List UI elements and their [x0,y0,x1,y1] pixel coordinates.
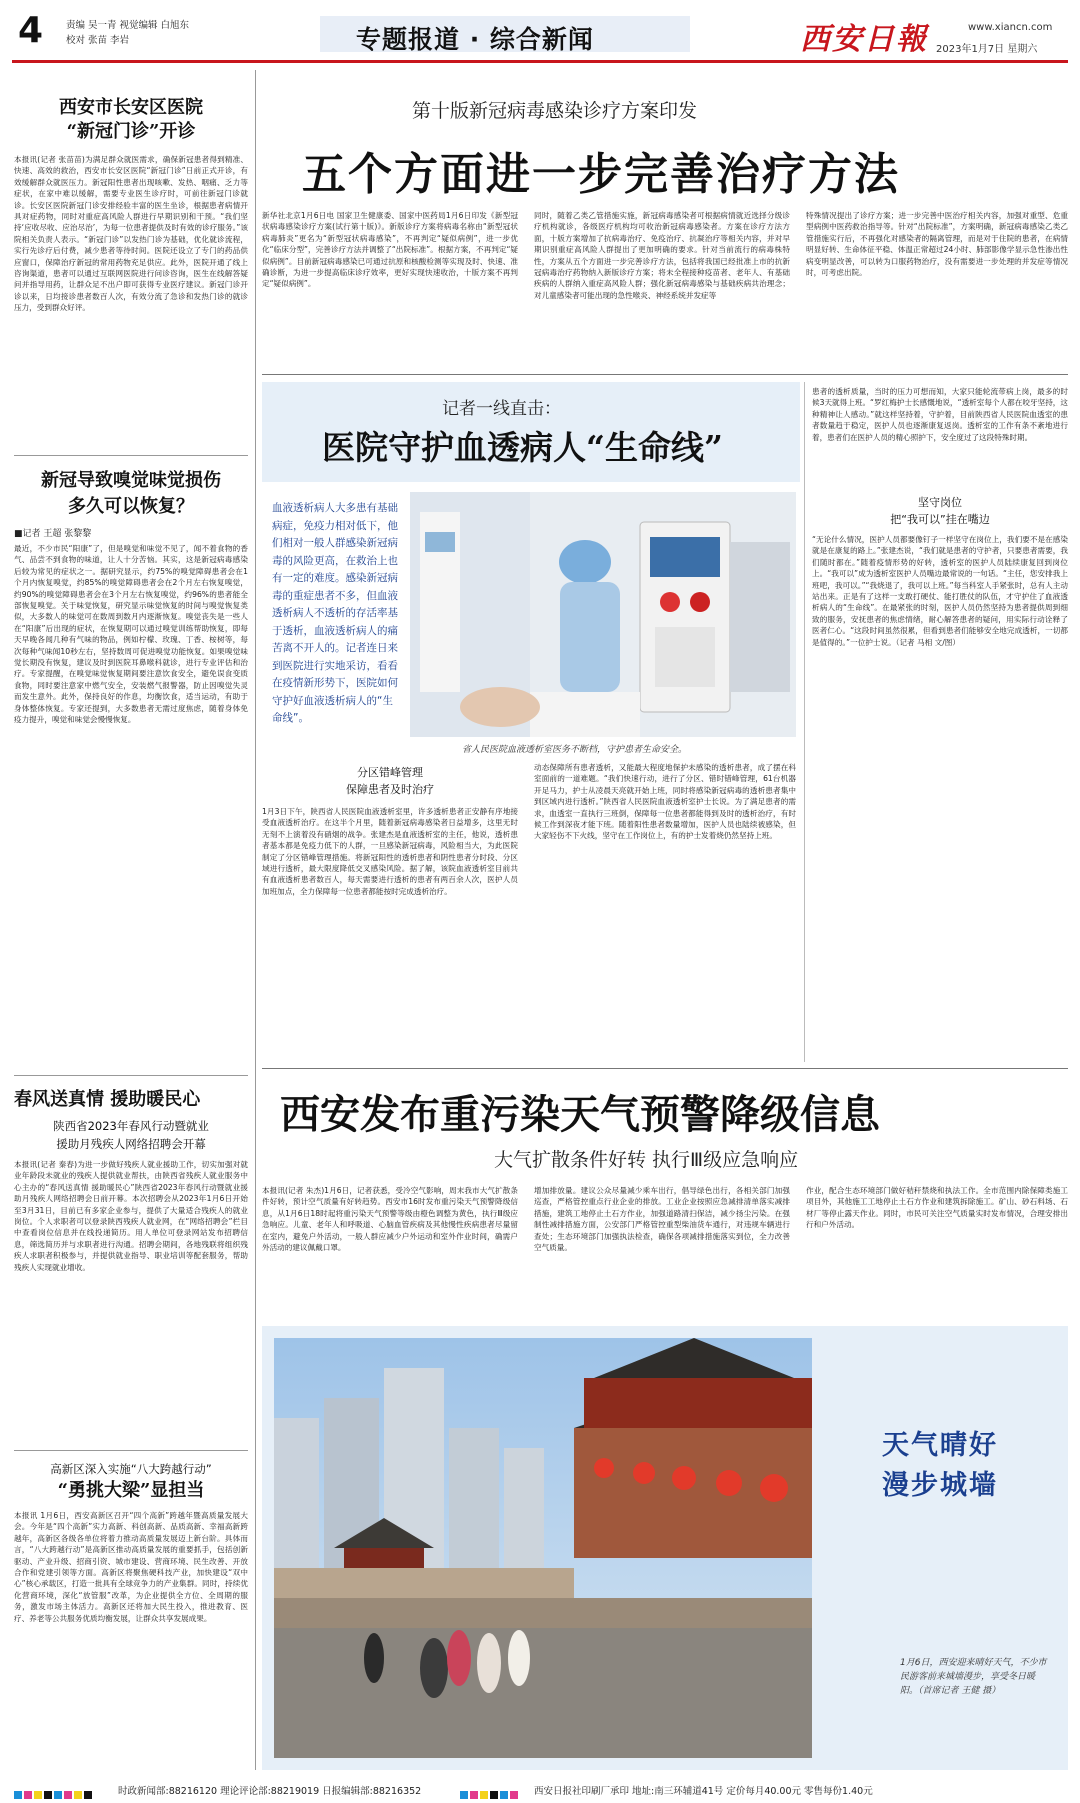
article-spring-breeze [14,1085,248,1449]
subhead-1-line1: 分区错峰管理 [357,766,423,779]
article-title-line1: 新冠导致嗅觉味觉损伤 [41,470,221,491]
article-kicker: 记者一线直击： [442,399,561,419]
article-title [14,1460,248,1504]
divider [262,1068,1068,1069]
article-byline: ■记者 王超 张黎黎 [14,529,92,539]
section-title: 专题报道 · 综合新闻 [356,25,594,54]
editor-credits-line1: 责编 吴一青 视觉编辑 白旭东 [66,20,190,31]
article-subtitle-line1: 陕西省2023年春风行动暨就业 [53,1119,209,1133]
masthead-logo: 西安日報 [800,22,928,57]
page-number: 4 [18,10,44,51]
left-column-divider [255,70,256,1770]
photo-feature-city-wall [262,1326,1068,1770]
article-title-line1: 高新区深入实施“八大跨越行动” [50,1462,212,1476]
article-title-line2: “新冠门诊”开诊 [66,121,196,142]
article-body-col2: 同时，随着乙类乙管措施实施，新冠病毒感染者可根据病情就近选择分级诊疗机构就诊，各级医疗机构均可收治新冠病毒感染者。方案在诊疗方法方面，十版方案增加了抗病毒治疗、免疫治疗、抗凝治疗等相关内容，并对早期识别重症高风险人群提出了更加明确的要求。针对当前流行的病毒株特性，方案从五个方面进一步完善诊疗方法，包括将我国已经批准上市的抗新冠病毒治疗药物纳入新版诊疗方案；将未全程接种疫苗者、老年人、有基础疾病的人群纳入重症高风险人群；强化新冠病毒感染与基础疾病共治理念；对儿童感染者可能出现的急性喉炎、神经系统并发症等 [534,211,790,300]
article-top-covid-plan [262,70,1068,370]
article-title [14,468,248,520]
article-changan-clinic [14,96,248,429]
lead-paragraph: 血液透析病人大多患有基础病症，免疫力相对低下，他们相对一般人群感染新冠病毒的风险更高，在救治上也有一定的难度。感染新冠病毒的重症患者不多，但血液透析病人不透析的存活率基于透析，血液透析病人的痛苦离不开人的。记者连日来到医院进行实地采访，看看在疫情新形势下，医院如何守护好血液透析病人的“生命线”。 [272,502,398,724]
article-headline: 五个方面进一步完善治疗方法 [302,149,900,200]
article-headline: 医院守护血透病人“生命线” [322,428,723,467]
article-dialysis [262,382,1068,1062]
color-registration-bar-mid [460,1784,520,1803]
article-body-col3b: “无论什么情况，医护人员都要像钉子一样坚守在岗位上，我们要不是在感染就是在康复的路上。”张建杰说，“我们就是患者的守护者，只要患者需要，我们随时都在。”随着疫情形势的好转，透析室的医护人员陆续康复回到岗位上。“我可以”成为透析室医护人员嘴边最常说的一句话。“主任，您安排我上班吧，我可以。”“我烧退了，我可以上班。”每当科室人手紧张时，总有人主动站出来。正是有了这样一支敢打硬仗、能打胜仗的队伍，才守护住了血液透析病人的“生命线”。在最紧张的时刻，医护人员仍然坚持为患者提供周到细致的服务，安抚患者的焦虑情绪，耐心解答患者的疑问，用实际行动诠释了医者仁心。“这段时间虽然很累，但看到患者们能够安全地完成透析，一切都是值得的。”一位护士说。（记者 马相 文/图） [812,535,1068,647]
divider [14,1450,248,1451]
article-body-col1: 本报讯(记者 朱杰)1月6日，记者获悉，受冷空气影响，周末我市大气扩散条件好转，预计空气质量有好转趋势。西安市16时发布重污染天气预警降级信息，从1月6日18时起将重污染天气预警等级由橙色调整为黄色，执行Ⅲ级应急响应。儿童、老年人和呼吸道、心脑血管疾病及其他慢性疾病患者尽量留在室内，避免户外活动，一般人群应减少户外运动和室外作业时间，确需户外活动的建议佩戴口罩。 [262,1186,518,1253]
subhead-1-line2: 保障患者及时治疗 [346,783,434,796]
article-smell-taste [14,468,248,1063]
article-body: 本报讯(记者 秦春)为进一步做好残疾人就业援助工作，切实加强对就业年龄段未就业的残疾人提供就业帮扶，由陕西省残疾人就业服务中心主办的“春风送真情 援助暖民心”陕西省2023年春风行动暨就业援助月残疾人网络招聘会日前开幕。本次招聘会从2023年1月6日开始至3月31日，目前已有多家企业参与，提供了大量适合残疾人的就业岗位。个人求职者可以登录陕西残疾人就业网，在“网络招聘会”栏目中查看岗位信息并在线投递简历。用人单位可登录网站发布招聘信息，筛选简历并与求职者进行沟通。招聘会期间，各地残联将组织残疾人求职者积极参与，并提供就业指导、职业培训等配套服务，帮助残疾人实现就业增收。 [14,1160,248,1272]
divider [262,374,1068,375]
article-body-col1: 1月3日下午，陕西省人民医院血液透析室里，许多透析患者正安静有序地接受血液透析治疗。在这半个月里，随着新冠病毒感染者日益增多，这里无时无刻不上演着没有硝烟的战争。张建杰是血液透析室的主任，他说，透析患者基本都是免疫力低下的人群，一旦感染新冠病毒，风险相当大，为此医院制定了分区错峰管理措施。将新冠阳性的透析患者和阴性患者分时段、分区域进行透析，最大限度降低交叉感染风险。据了解，该院血液透析室目前共有血液透析患者数百人，每天需要进行透析的患者有两百余人次，医护人员加班加点，全力保障每一位患者都能按时完成透析治疗。 [262,807,518,896]
issue-date: 2023年1月7日 星期六 [936,44,1038,55]
photo-caption: 省人民医院血液透析室医务不断档，守护患者生命安全。 [462,745,688,755]
article-body-col2: 增加排放量。建议公众尽量减少乘车出行，倡导绿色出行，各相关部门加强巡查，严格管控重点行业企业的排放。工业企业按照应急减排清单落实减排措施，建筑工地停止土石方作业，加强道路清扫保洁，减少扬尘污染。在强制性减排措施方面，公安部门严格管控重型柴油货车通行，对违规车辆进行查处；生态环境部门加强执法检查，确保各项减排措施落实到位，全力改善空气质量。 [534,1186,790,1253]
footer-contacts: 时政新闻部:88216120 理论评论部:88219019 日报编辑部:88216352 [118,1786,422,1797]
photo-title [882,1426,998,1506]
editor-credits [66,18,189,48]
subhead-2-line2: 把“我可以”挂在嘴边 [890,513,990,526]
article-body-col2: 动态保障所有患者透析，又能最大程度地保护未感染的透析患者，成了摆在科室面前的一道难题。“我们快速行动，进行了分区、错时错峰管理，61台机器开足马力，护士从凌晨天亮就开始上班，同时将感染新冠病毒的透析患者集中到区域内进行透析。”陕西省人民医院血液透析室护士长说。为了满足患者的需求，血透室一直执行三班倒，保障每一位患者都能得到及时的透析治疗，有时候工作到深夜才能下班。随着阳性患者数量增加，医护人员也陆续被感染，但大家轻伤不下火线，坚守在工作岗位上，有的护士发着烧仍然坚持上班。 [534,763,796,841]
city-wall-photo-illustration [274,1338,812,1758]
divider [14,1075,248,1076]
article-body-col1: 新华社北京1月6日电 国家卫生健康委、国家中医药局1月6日印发《新型冠状病毒感染诊疗方案(试行第十版)》。新版诊疗方案将病毒名称由“新型冠状病毒肺炎”更名为“新型冠状病毒感染”，不再判定“疑似病例”，进一步优化“临床分型”，完善诊疗方法并调整了“出院标准”。根据方案，不再判定“疑似病例”。目前新冠病毒感染已可通过抗原和核酸检测等实现及时、快速、准确诊断，为进一步提高临床诊疗效率，更好实现快速收治，十版方案不再判定“疑似病例”。 [262,211,518,289]
dialysis-photo-illustration [410,492,796,737]
photo-title-line2: 漫步城墙 [882,1470,998,1501]
article-subtitle [14,1117,248,1153]
article-title-line1: 西安市长安区医院 [59,97,203,118]
subhead-1 [262,764,518,798]
article-title: 春风送真情 援助暖民心 [14,1089,201,1110]
article-body-col3: 患者的透析质量，当时的压力可想而知，大家只能轮流带病上岗，最多的时候3天就得上班。“罗红梅护士长感慨地说，“透析室每个人都在咬牙坚持，这种精神让人感动。”就这样坚持着，守护着，目前陕西省人民医院血透室的患者数量趋于稳定，医护人员也逐渐康复返岗。透析室的工作有条不紊地进行着，患者们在医护人员的精心照护下，安全度过了这段特殊时期。 [812,387,1068,442]
article-kicker: 第十版新冠病毒感染诊疗方案印发 [412,100,698,122]
article-body-col3: 作业，配合生态环境部门做好秸秆禁烧和执法工作。全市范围内除保障类施工项目外，其他施工工地停止土石方作业和建筑拆除施工。矿山、砂石料场、石材厂等停止露天作业。同时，市民可关注空气质量实时发布情况，合理安排出行和户外活动。 [806,1186,1068,1230]
city-wall-photo [274,1338,812,1758]
subhead-2-line1: 坚守岗位 [918,496,962,509]
article-subtitle-line2: 援助月残疾人网络招聘会开幕 [56,1137,206,1151]
article-body: 本报讯 1月6日，西安高新区召开“四个高新”跨越年暨高质量发展大会。今年是“四个高新”实力高新、科创高新、品质高新、幸福高新跨越年，高新区各级各单位将着力推动高质量发展迈上新台阶。具体而言，“八大跨越行动”是高新区推动高质量发展的重要抓手，包括创新驱动、产业升级、招商引资、城市建设、营商环境、民生改善、开放合作和党建引领等方面。高新区将聚焦硬科技产业，加快建设“双中心”核心承载区，打造一批具有全球竞争力的产业集群。同时，持续优化营商环境，深化“放管服”改革，为企业提供全方位、全周期的服务，激发市场主体活力。高新区还将加大民生投入，推进教育、医疗、养老等公共服务优质均衡发展，让群众共享发展成果。 [14,1511,248,1623]
article-hightech-zone [14,1460,248,1765]
divider [14,455,248,456]
article-body: 最近，不少市民“阳康”了，但是嗅觉和味觉不见了，闻不着食物的香气、品尝不到食物的味道，让人十分苦恼。其实，这是新冠病毒感染后较为常见的症状之一。据研究显示，约75%的嗅觉障碍患者会在1个月内恢复嗅觉，约85%的嗅觉障碍患者会在2个月左右恢复嗅觉，约90%的嗅觉障碍患者会在3个月左右恢复嗅觉，约96%的患者能全部恢复嗅觉。关于味觉恢复，研究显示味觉恢复的时间与嗅觉恢复类似，大多数人的味觉可在数周到数月内逐渐恢复。嗅觉丧失是一些人在“阳康”后出现的症状，在恢复期可以通过嗅觉训练帮助恢复，即每天早晚各闻几种有气味的物品，例如柠檬、玫瑰、丁香、桉树等，每次每种气味闻10秒左右，坚持数周可促进嗅觉功能恢复。如果嗅觉味觉长期没有恢复，建议及时到医院耳鼻喉科就诊，进行专业评估和治疗。专家提醒，在嗅觉味觉恢复期间要注意饮食安全，避免误食变质食物，同时要注意家中燃气安全，安装燃气报警器，防止因嗅觉失灵而发生意外。此外，保持良好的作息，均衡饮食，适当运动，有助于身体整体恢复。专家还提到，大多数患者无需过度焦虑，随着身体免疫力提升，嗅觉和味觉会慢慢恢复。 [14,544,248,725]
article-headline: 西安发布重污染天气预警降级信息 [280,1091,880,1138]
page-footer [0,1776,1080,1803]
article-title-line2: 多久可以恢复？ [68,496,194,517]
photo-title-line1: 天气晴好 [882,1430,998,1461]
column-divider [804,382,805,1062]
article-body: 本报讯(记者 张苗苗)为满足群众就医需求，确保新冠患者得到精准、快速、高效的救治，西安市长安区医院“新冠门诊”日前正式开诊，有效缓解群众就医压力。新冠阳性患者出现咳嗽、发热、咽痛、乏力等症状，在家中难以缓解，需要专业医生诊疗时，可前往新冠门诊就诊。长安区医院新冠门诊安排经验丰富的医生坐诊，根据患者病情开具对症药物，同时对重症高风险人群进行早期识别和干预。“我们坚持‘应收尽收、应治尽治’，为每一位患者提供及时有效的诊疗服务。”该院相关负责人表示。“新冠门诊”以发热门诊为基础，优化就诊流程，实行先诊疗后付费，减少患者等待时间。医院还设立了专门的药品供应窗口，保障治疗新冠的常用药物充足供应。此外，医院开通了线上咨询渠道，患者可以通过互联网医院进行问诊咨询，医生在线解答疑问并指导用药，让群众足不出户即可获得专业医疗建议。新冠门诊开诊以来，日均接诊患者数百人次，有效分流了急诊和发热门诊的就诊压力，受到群众好评。 [14,155,248,313]
page-header [0,0,1080,64]
header-rule [12,60,1068,63]
website-url: www.xiancn.com [968,22,1053,33]
article-body-col3: 特殊情况提出了诊疗方案；进一步完善中医治疗相关内容，加强对重型、危重型病例中医药救治指导等。针对“出院标准”，方案明确，新冠病毒感染乙类乙管措施实行后，不再强化对感染者的隔离管理，而是对于住院的患者，在病情明显好转、生命体征平稳、体温正常超过24小时、肺部影像学显示急性渗出性病变明显改善，可以转为口服药物治疗，没有需要进一步处理的并发症等情况时，可考虑出院。 [806,211,1068,278]
article-title-line2: “勇挑大梁”显担当 [57,1480,205,1501]
editor-credits-line2: 校对 张苗 李岩 [66,35,130,46]
photo-caption: 1月6日，西安迎来晴好天气，不少市民游客前来城墙漫步，享受冬日暖阳。（首席记者 王健 摄） [900,1658,1047,1696]
color-registration-bar-left [14,1784,94,1803]
article-subhead: 大气扩散条件好转 执行Ⅲ级应急响应 [494,1149,799,1171]
dialysis-photo [410,492,796,737]
article-title [14,96,248,144]
footer-printing-info: 西安日报社印刷厂承印 地址:南三环辅道41号 定价每月40.00元 零售每份1.40元 [534,1786,873,1797]
subhead-2 [812,494,1068,528]
